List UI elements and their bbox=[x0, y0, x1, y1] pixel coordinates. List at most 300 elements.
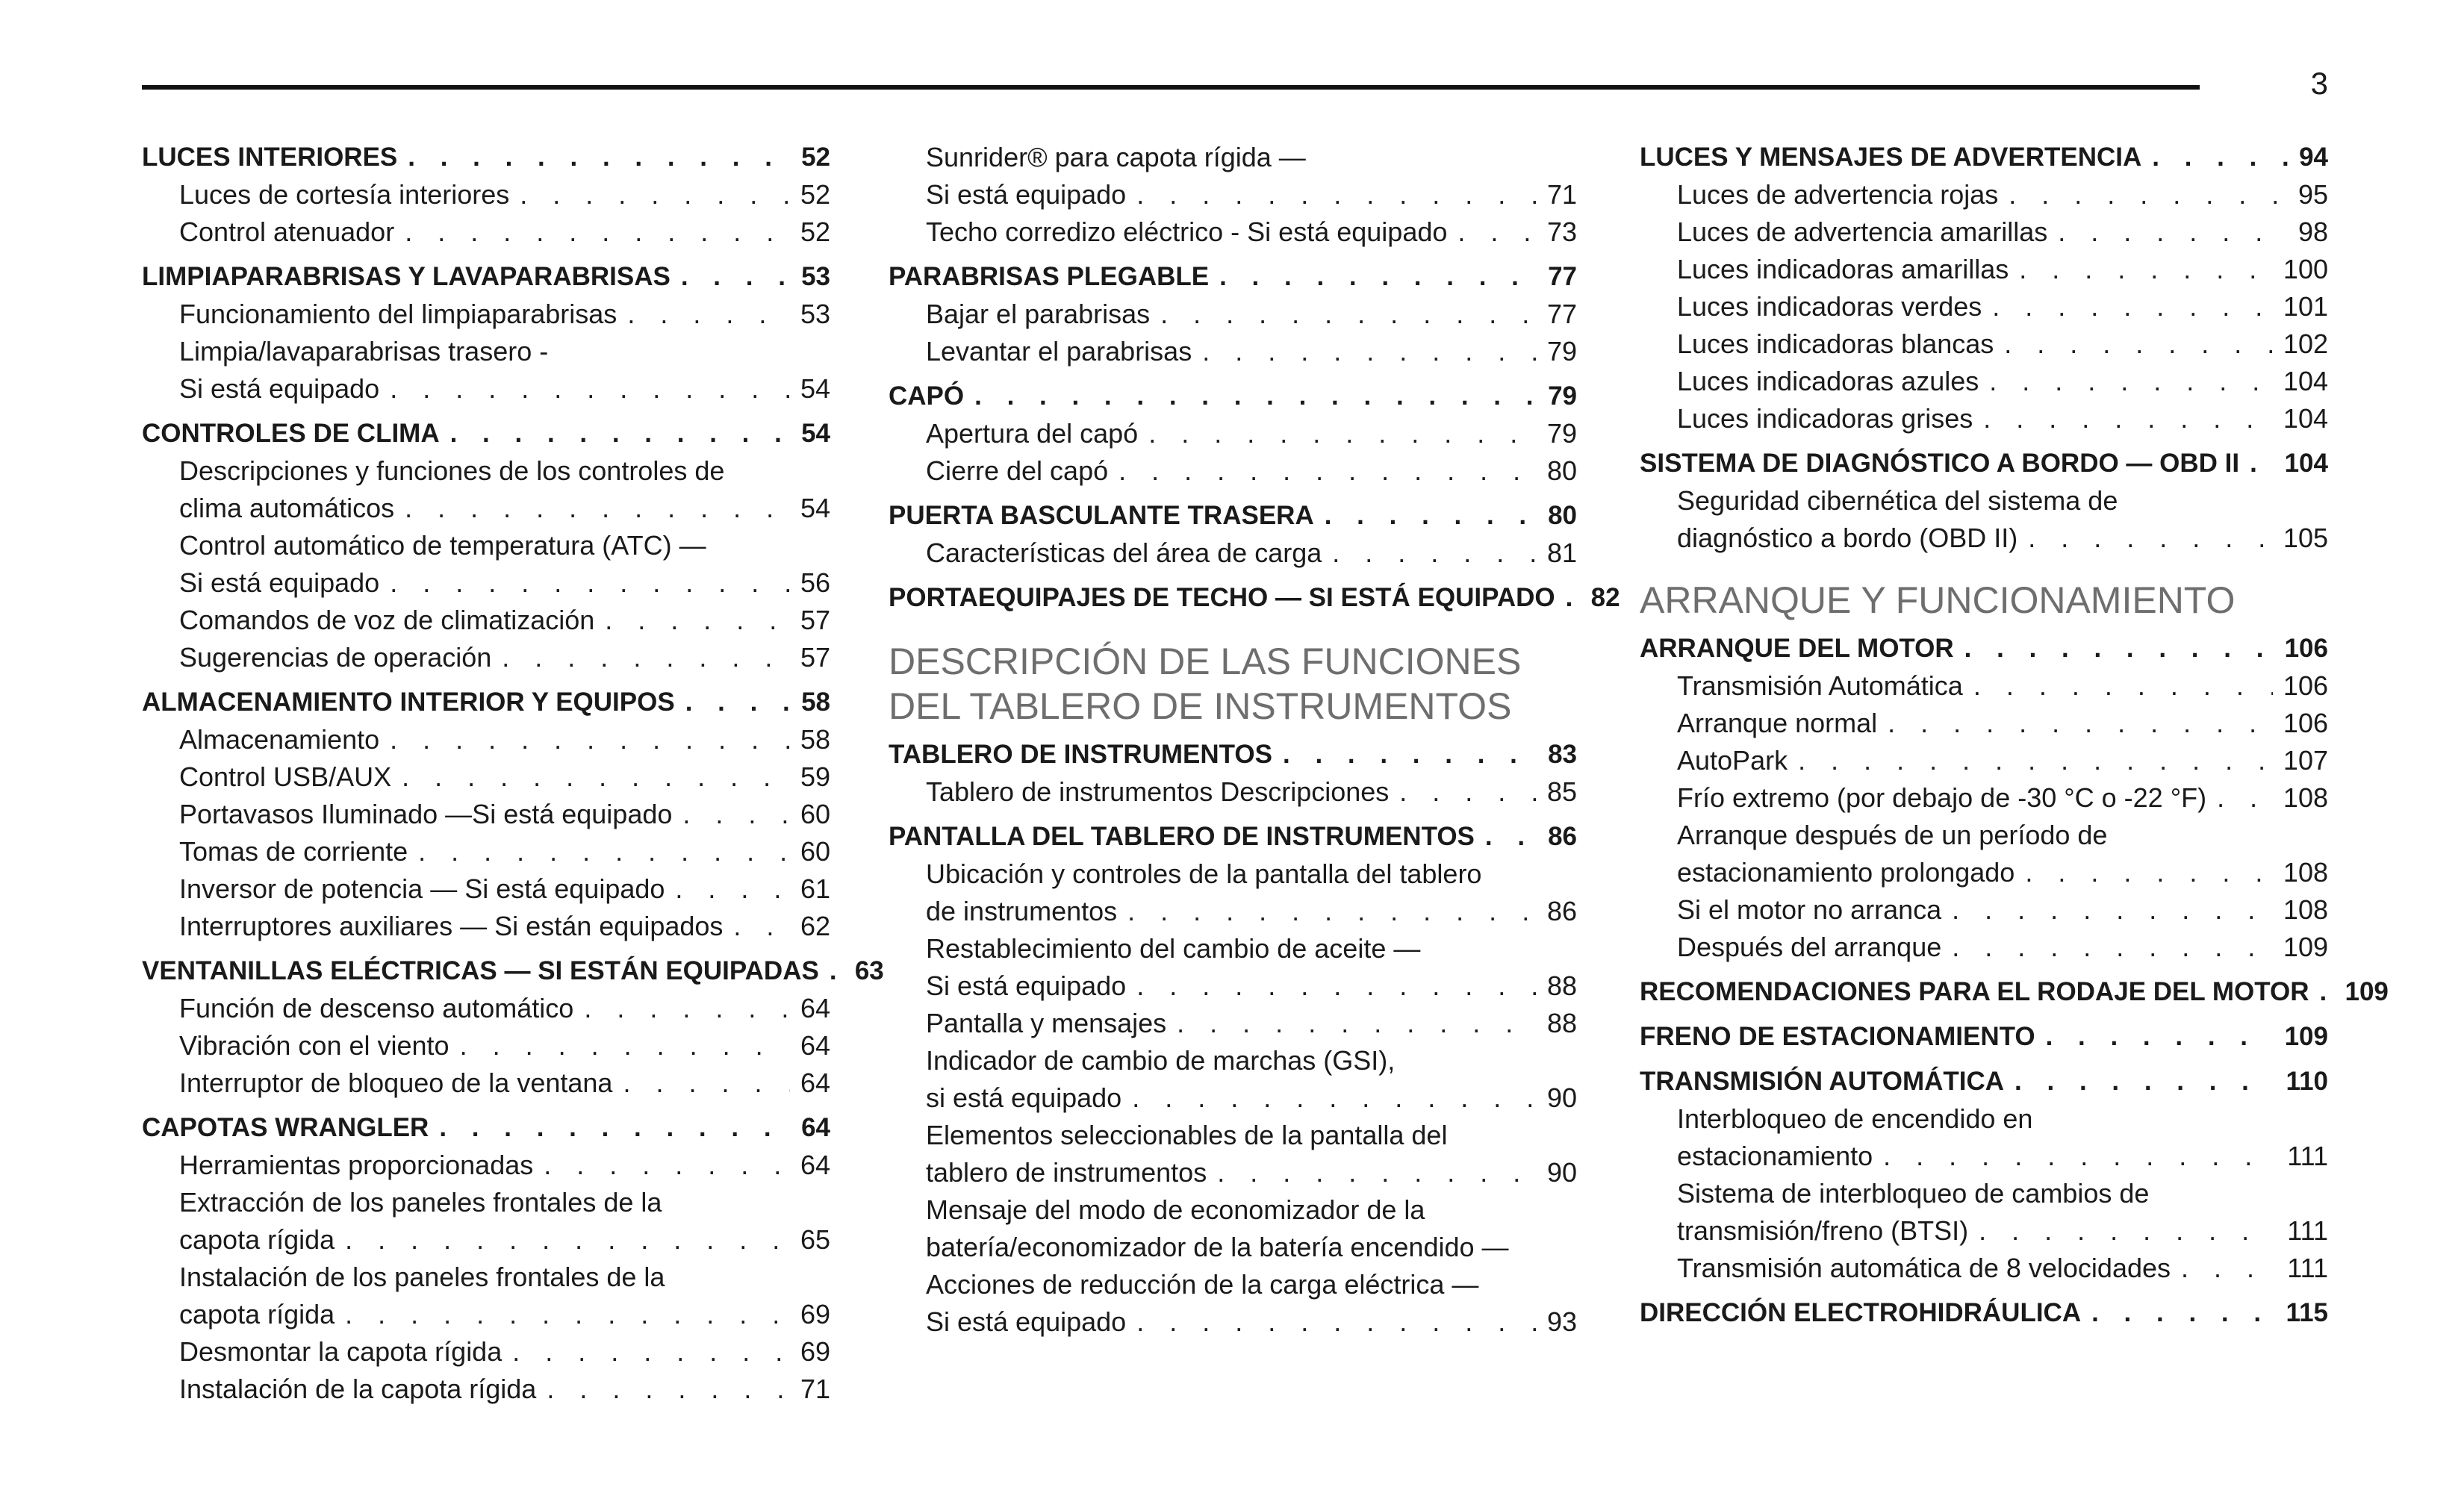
toc-heading-entry[interactable] bbox=[889, 378, 1577, 415]
toc-page-number: 52 bbox=[800, 216, 830, 247]
toc-entry-text-line: Sistema de interbloqueo de cambios de bbox=[1677, 1178, 2150, 1209]
toc-heading-entry[interactable] bbox=[142, 684, 830, 721]
toc-subentry[interactable] bbox=[889, 1117, 1577, 1191]
dot-leader bbox=[675, 870, 790, 908]
dot-leader bbox=[1964, 630, 2274, 667]
toc-entry-title: LUCES Y MENSAJES DE ADVERTENCIA bbox=[1640, 143, 2142, 172]
toc-subentry[interactable] bbox=[142, 833, 830, 870]
dot-leader bbox=[733, 908, 790, 945]
toc-subentry[interactable] bbox=[1640, 817, 2328, 891]
toc-entry-title: Tomas de corriente bbox=[179, 836, 408, 867]
toc-subentry[interactable] bbox=[142, 452, 830, 527]
toc-entry-text-line: Elementos seleccionables de la pantalla del bbox=[926, 1120, 1448, 1150]
toc-page-number: 90 bbox=[1546, 1157, 1577, 1188]
dot-leader bbox=[1160, 296, 1537, 333]
toc-entry-text-line: Arranque después de un período de bbox=[1677, 820, 2108, 850]
toc-entry-title: AutoPark bbox=[1677, 745, 1788, 776]
toc-subentry[interactable] bbox=[1640, 288, 2328, 325]
toc-entry-title: estacionamiento prolongado bbox=[1677, 857, 2015, 888]
toc-page-number: 77 bbox=[1548, 262, 1577, 291]
toc-entry-title: Almacenamiento bbox=[179, 724, 380, 755]
toc-entry-title: Luces indicadoras amarillas bbox=[1677, 254, 2009, 284]
toc-page-number: 109 bbox=[2345, 977, 2389, 1006]
toc-heading-entry[interactable] bbox=[889, 258, 1577, 296]
toc-entry-title: tablero de instrumentos bbox=[926, 1157, 1207, 1188]
dot-leader bbox=[1119, 452, 1537, 490]
toc-page-number: 60 bbox=[800, 799, 830, 829]
toc-heading-entry[interactable] bbox=[1640, 445, 2328, 482]
dot-leader bbox=[1566, 579, 1581, 617]
dot-leader bbox=[439, 1109, 791, 1147]
toc-entry-text-line: Acciones de reducción de la carga eléctrica — bbox=[926, 1269, 1479, 1300]
toc-entry-title: Interruptores auxiliares — Si están equipados bbox=[179, 911, 724, 941]
dot-leader bbox=[547, 1371, 790, 1408]
toc-page-number: 95 bbox=[2297, 179, 2328, 210]
toc-heading-entry[interactable] bbox=[1640, 630, 2328, 667]
toc-page-number: 77 bbox=[1546, 299, 1577, 329]
toc-page-number: 83 bbox=[1548, 740, 1577, 769]
dot-leader bbox=[405, 490, 790, 527]
toc-page-number: 81 bbox=[1546, 537, 1577, 568]
toc-page-number: 61 bbox=[800, 873, 830, 904]
toc-page-number: 69 bbox=[800, 1336, 830, 1367]
dot-leader bbox=[520, 176, 790, 213]
toc-entry-title: TRANSMISIÓN AUTOMÁTICA bbox=[1640, 1067, 2005, 1096]
toc-entry-text-line: Instalación de los paneles frontales de la bbox=[179, 1262, 665, 1292]
toc-page-number: 71 bbox=[800, 1374, 830, 1404]
dot-leader bbox=[623, 1065, 790, 1102]
toc-subentry[interactable] bbox=[889, 1042, 1577, 1117]
toc-entry-title: Comandos de voz de climatización bbox=[179, 605, 595, 635]
toc-column-1 bbox=[142, 139, 884, 1408]
toc-page-number: 80 bbox=[1546, 455, 1577, 486]
dot-leader bbox=[627, 296, 790, 333]
toc-entry-title: Levantar el parabrisas bbox=[926, 336, 1192, 367]
dot-leader bbox=[1952, 891, 2273, 929]
toc-heading-entry[interactable] bbox=[889, 497, 1577, 534]
dot-leader bbox=[2046, 1018, 2274, 1056]
toc-subentry[interactable] bbox=[889, 213, 1577, 251]
dot-leader bbox=[2319, 973, 2334, 1011]
toc-page-number: 79 bbox=[1548, 381, 1577, 411]
toc-entry-title: Apertura del capó bbox=[926, 418, 1139, 449]
dot-leader bbox=[1202, 333, 1537, 370]
toc-subentry[interactable] bbox=[889, 296, 1577, 333]
toc-page-number: 108 bbox=[2283, 857, 2328, 888]
toc-entry-title: estacionamiento bbox=[1677, 1141, 1873, 1171]
toc-page-number: 106 bbox=[2283, 708, 2328, 738]
toc-entry-title: Techo corredizo eléctrico - Si está equipado bbox=[926, 216, 1448, 247]
toc-page-number: 64 bbox=[800, 993, 830, 1023]
toc-heading-entry[interactable] bbox=[142, 139, 830, 176]
toc-subentry[interactable] bbox=[1640, 363, 2328, 400]
toc-entry-title: capota rígida bbox=[179, 1224, 335, 1255]
dot-leader bbox=[1136, 1303, 1537, 1341]
toc-entry-title: Bajar el parabrisas bbox=[926, 299, 1151, 329]
toc-subentry[interactable] bbox=[142, 1184, 830, 1259]
toc-page-number: 88 bbox=[1546, 1008, 1577, 1038]
toc-entry-text-line: Ubicación y controles de la pantalla del tablero bbox=[926, 858, 1482, 889]
toc-subentry[interactable] bbox=[142, 796, 830, 833]
toc-page-number: 106 bbox=[2283, 670, 2328, 701]
toc-subentry[interactable] bbox=[142, 213, 830, 251]
dot-leader bbox=[402, 758, 790, 796]
toc-page-number: 109 bbox=[2283, 932, 2328, 962]
toc-heading-entry[interactable] bbox=[142, 415, 830, 452]
toc-subentry[interactable] bbox=[1640, 742, 2328, 779]
toc-entry-title: FRENO DE ESTACIONAMIENTO bbox=[1640, 1022, 2035, 1051]
toc-subentry[interactable] bbox=[889, 534, 1577, 572]
toc-page-number: 63 bbox=[854, 956, 884, 985]
toc-subentry[interactable] bbox=[889, 1191, 1577, 1341]
toc-page-number: 94 bbox=[2299, 143, 2328, 172]
toc-heading-entry[interactable] bbox=[1640, 1018, 2328, 1056]
toc-subentry[interactable] bbox=[1640, 1250, 2328, 1287]
toc-entry-title: Luces indicadoras blancas bbox=[1677, 328, 1994, 359]
toc-page-number: 64 bbox=[800, 1067, 830, 1098]
toc-page-number: 69 bbox=[800, 1299, 830, 1330]
toc-subentry[interactable] bbox=[1640, 325, 2328, 363]
toc-subentry[interactable] bbox=[142, 908, 830, 945]
toc-entry-title: Luces indicadoras grises bbox=[1677, 403, 1973, 434]
toc-page-number: 104 bbox=[2283, 403, 2328, 434]
dot-leader bbox=[1325, 497, 1537, 534]
toc-page-number: 90 bbox=[1546, 1082, 1577, 1113]
toc-column-2 bbox=[889, 139, 1620, 1341]
section-heading-line: ARRANQUE Y FUNCIONAMIENTO bbox=[1640, 579, 2236, 621]
toc-entry-title: DIRECCIÓN ELECTROHIDRÁULICA bbox=[1640, 1298, 2082, 1327]
toc-entry-title: PANTALLA DEL TABLERO DE INSTRUMENTOS bbox=[889, 822, 1475, 851]
toc-heading-entry[interactable] bbox=[1640, 1063, 2328, 1100]
toc-entry-title: ARRANQUE DEL MOTOR bbox=[1640, 634, 1954, 663]
toc-entry-title: CAPOTAS WRANGLER bbox=[142, 1113, 429, 1142]
dot-leader bbox=[584, 990, 790, 1027]
toc-entry-title: Inversor de potencia — Si está equipado bbox=[179, 873, 665, 904]
toc-page-number: 93 bbox=[1546, 1306, 1577, 1337]
dot-leader bbox=[502, 639, 790, 676]
dot-leader bbox=[1883, 1138, 2277, 1175]
dot-leader bbox=[1992, 288, 2273, 325]
toc-page-number: 101 bbox=[2283, 291, 2328, 322]
toc-subentry[interactable] bbox=[142, 1259, 830, 1333]
toc-entry-title: de instrumentos bbox=[926, 896, 1118, 926]
toc-entry-title: LUCES INTERIORES bbox=[142, 143, 398, 172]
toc-page-number: 88 bbox=[1546, 970, 1577, 1001]
toc-subentry[interactable] bbox=[1640, 400, 2328, 437]
toc-page-number: 53 bbox=[800, 299, 830, 329]
toc-page-number: 58 bbox=[800, 724, 830, 755]
toc-subentry[interactable] bbox=[142, 176, 830, 213]
toc-entry-title: transmisión/freno (BTSI) bbox=[1677, 1215, 1969, 1246]
dot-leader bbox=[390, 564, 790, 602]
dot-leader bbox=[681, 258, 791, 296]
toc-subentry[interactable] bbox=[142, 721, 830, 758]
toc-entry-title: Luces de cortesía interiores bbox=[179, 179, 510, 210]
toc-entry-title: Después del arranque bbox=[1677, 932, 1942, 962]
dot-leader bbox=[1485, 818, 1537, 855]
toc-subentry[interactable] bbox=[889, 415, 1577, 452]
dot-leader bbox=[418, 833, 790, 870]
toc-page-number: 86 bbox=[1546, 896, 1577, 926]
dot-leader bbox=[1332, 534, 1537, 572]
toc-page-number: 64 bbox=[801, 1113, 830, 1142]
toc-page-number: 105 bbox=[2283, 523, 2328, 553]
section-heading-line: DEL TABLERO DE INSTRUMENTOS bbox=[889, 685, 1512, 727]
page-number: 3 bbox=[2310, 66, 2328, 101]
toc-heading-entry[interactable] bbox=[142, 1109, 830, 1147]
toc-page-number: 104 bbox=[2283, 366, 2328, 396]
dot-leader bbox=[2091, 1294, 2275, 1332]
dot-leader bbox=[1888, 705, 2273, 742]
dot-leader bbox=[1217, 1154, 1537, 1191]
toc-entry-title: Tablero de instrumentos Descripciones bbox=[926, 776, 1390, 807]
toc-subentry[interactable] bbox=[889, 1005, 1577, 1042]
toc-entry-title: Pantalla y mensajes bbox=[926, 1008, 1167, 1038]
toc-heading-entry[interactable] bbox=[1640, 139, 2328, 176]
toc-entry-title: Características del área de carga bbox=[926, 537, 1322, 568]
toc-subentry[interactable] bbox=[142, 870, 830, 908]
toc-page-number: 71 bbox=[1546, 179, 1577, 210]
toc-entry-title: Si está equipado bbox=[926, 970, 1127, 1001]
toc-page-number: 52 bbox=[800, 179, 830, 210]
toc-page-number: 111 bbox=[2287, 1215, 2328, 1246]
toc-page-number: 59 bbox=[800, 761, 830, 792]
toc-entry-title: SISTEMA DE DIAGNÓSTICO A BORDO — OBD II bbox=[1640, 449, 2240, 478]
dot-leader bbox=[1399, 773, 1537, 811]
toc-page-number: 65 bbox=[800, 1224, 830, 1255]
toc-entry-title: Cierre del capó bbox=[926, 455, 1109, 486]
toc-heading-entry[interactable] bbox=[1640, 973, 2389, 1011]
dot-leader bbox=[2019, 251, 2273, 288]
dot-leader bbox=[408, 139, 791, 176]
dot-leader bbox=[1136, 176, 1537, 213]
toc-page-number: 111 bbox=[2287, 1141, 2328, 1171]
toc-page-number: 56 bbox=[800, 567, 830, 598]
toc-subentry[interactable] bbox=[1640, 1175, 2328, 1250]
toc-subentry[interactable] bbox=[142, 1027, 830, 1065]
dot-leader bbox=[685, 684, 791, 721]
toc-entry-text-line: Restablecimiento del cambio de aceite — bbox=[926, 933, 1421, 964]
dot-leader bbox=[390, 370, 790, 408]
dot-leader bbox=[2250, 445, 2274, 482]
toc-page-number: 109 bbox=[2284, 1022, 2328, 1051]
toc-entry-title: Sugerencias de operación bbox=[179, 642, 492, 673]
toc-entry-title: Función de descenso automático bbox=[179, 993, 574, 1023]
toc-subentry[interactable] bbox=[142, 602, 830, 639]
dot-leader bbox=[345, 1221, 790, 1259]
toc-entry-title: Instalación de la capota rígida bbox=[179, 1374, 537, 1404]
dot-leader bbox=[390, 721, 790, 758]
toc-entry-title: si está equipado bbox=[926, 1082, 1122, 1113]
toc-page-number: 102 bbox=[2283, 328, 2328, 359]
toc-subentry[interactable] bbox=[1640, 176, 2328, 213]
toc-heading-entry[interactable] bbox=[142, 953, 884, 990]
toc-heading-entry[interactable] bbox=[889, 736, 1577, 773]
toc-entry-title: Arranque normal bbox=[1677, 708, 1878, 738]
toc-page-number: 107 bbox=[2283, 745, 2328, 776]
toc-entry-title: Transmisión Automática bbox=[1677, 670, 1963, 701]
toc-entry-title: diagnóstico a bordo (OBD II) bbox=[1677, 523, 2018, 553]
toc-entry-text-line: Control automático de temperatura (ATC) — bbox=[179, 530, 706, 561]
dot-leader bbox=[1219, 258, 1537, 296]
toc-subentry[interactable] bbox=[1640, 929, 2328, 966]
dot-leader bbox=[2028, 520, 2273, 557]
toc-entry-text-line: Extracción de los paneles frontales de la bbox=[179, 1187, 662, 1218]
toc-subentry[interactable] bbox=[1640, 213, 2328, 251]
toc-entry-title: Control USB/AUX bbox=[179, 761, 392, 792]
dot-leader bbox=[1973, 667, 2273, 705]
toc-subentry[interactable] bbox=[1640, 891, 2328, 929]
toc-entry-title: CAPÓ bbox=[889, 381, 965, 411]
dot-leader bbox=[605, 602, 790, 639]
toc-entry-title: Si está equipado bbox=[926, 1306, 1127, 1337]
toc-page-number: 73 bbox=[1546, 216, 1577, 247]
toc-entry-title: TABLERO DE INSTRUMENTOS bbox=[889, 740, 1272, 769]
toc-subentry[interactable] bbox=[889, 452, 1577, 490]
toc-entry-title: clima automáticos bbox=[179, 493, 395, 523]
dot-leader bbox=[1136, 967, 1537, 1005]
toc-page-number: 106 bbox=[2284, 634, 2328, 663]
dot-leader bbox=[1983, 400, 2273, 437]
toc-page-number: 104 bbox=[2284, 449, 2328, 478]
toc-subentry[interactable] bbox=[889, 333, 1577, 370]
toc-subentry[interactable] bbox=[142, 333, 830, 408]
toc-heading-entry[interactable] bbox=[889, 818, 1577, 855]
toc-entry-title: Luces indicadoras verdes bbox=[1677, 291, 1982, 322]
toc-subentry[interactable] bbox=[142, 527, 830, 602]
toc-entry-title: Funcionamiento del limpiaparabrisas bbox=[179, 299, 617, 329]
dot-leader bbox=[2152, 139, 2289, 176]
header-rule bbox=[142, 85, 2200, 90]
dot-leader bbox=[405, 213, 790, 251]
dot-leader bbox=[2009, 176, 2288, 213]
toc-entry-title: Si está equipado bbox=[179, 373, 380, 404]
toc-subentry[interactable] bbox=[142, 296, 830, 333]
toc-entry-title: Portavasos Iluminado —Si está equipado bbox=[179, 799, 673, 829]
toc-entry-title: CONTROLES DE CLIMA bbox=[142, 419, 440, 448]
toc-subentry[interactable] bbox=[142, 1333, 830, 1371]
toc-page-number: 60 bbox=[800, 836, 830, 867]
toc-subentry[interactable] bbox=[1640, 667, 2328, 705]
toc-page-number: 108 bbox=[2283, 894, 2328, 925]
dot-leader bbox=[1177, 1005, 1537, 1042]
toc-entry-text-line: Limpia/lavaparabrisas trasero - bbox=[179, 336, 549, 367]
toc-subentry[interactable] bbox=[889, 139, 1577, 213]
dot-leader bbox=[2058, 213, 2288, 251]
toc-subentry[interactable] bbox=[889, 855, 1577, 930]
toc-entry-title: Control atenuador bbox=[179, 216, 395, 247]
dot-leader bbox=[682, 796, 790, 833]
toc-entry-title: Interruptor de bloqueo de la ventana bbox=[179, 1067, 613, 1098]
toc-entry-text-line: Interbloqueo de encendido en bbox=[1677, 1103, 2033, 1134]
toc-page-number: 82 bbox=[1590, 583, 1620, 612]
toc-subentry[interactable] bbox=[889, 930, 1577, 1005]
toc-page-number: 115 bbox=[2286, 1298, 2328, 1327]
toc-subentry[interactable] bbox=[1640, 482, 2328, 557]
dot-leader bbox=[1979, 1212, 2277, 1250]
toc-entry-title: Vibración con el viento bbox=[179, 1030, 449, 1061]
toc-page-number: 80 bbox=[1548, 501, 1577, 530]
toc-heading-entry[interactable] bbox=[1640, 1294, 2328, 1332]
section-heading bbox=[1640, 578, 2328, 623]
dot-leader bbox=[2025, 854, 2273, 891]
toc-page-number: 62 bbox=[800, 911, 830, 941]
toc-entry-text-line: Mensaje del modo de economizador de la bbox=[926, 1194, 1425, 1225]
toc-subentry[interactable] bbox=[142, 990, 830, 1027]
toc-entry-title: Luces de advertencia amarillas bbox=[1677, 216, 2048, 247]
section-heading-line: DESCRIPCIÓN DE LAS FUNCIONES bbox=[889, 640, 1522, 682]
toc-subentry[interactable] bbox=[142, 1147, 830, 1184]
toc-page-number: 53 bbox=[801, 262, 830, 291]
toc-entry-title: PUERTA BASCULANTE TRASERA bbox=[889, 501, 1314, 530]
dot-leader bbox=[2015, 1063, 2275, 1100]
toc-entry-title: Herramientas proporcionadas bbox=[179, 1150, 534, 1180]
toc-subentry[interactable] bbox=[1640, 705, 2328, 742]
toc-entry-text-line: Descripciones y funciones de los controles de bbox=[179, 455, 725, 486]
toc-subentry[interactable] bbox=[1640, 1100, 2328, 1175]
toc-page-number: 57 bbox=[800, 642, 830, 673]
toc-page-number: 110 bbox=[2286, 1067, 2328, 1096]
toc-page-number: 64 bbox=[800, 1030, 830, 1061]
toc-entry-title: Si está equipado bbox=[179, 567, 380, 598]
dot-leader bbox=[2217, 779, 2273, 817]
toc-entry-title: RECOMENDACIONES PARA EL RODAJE DEL MOTOR bbox=[1640, 977, 2309, 1006]
toc-page-number: 54 bbox=[801, 419, 830, 448]
dot-leader bbox=[1952, 929, 2273, 966]
toc-entry-title: Si el motor no arranca bbox=[1677, 894, 1942, 925]
toc-entry-title: Luces de advertencia rojas bbox=[1677, 179, 1999, 210]
toc-subentry[interactable] bbox=[142, 1065, 830, 1102]
toc-page-number: 54 bbox=[800, 493, 830, 523]
toc-page-number: 52 bbox=[801, 143, 830, 172]
toc-page-number: 64 bbox=[800, 1150, 830, 1180]
toc-page-number: 85 bbox=[1546, 776, 1577, 807]
toc-page-number: 57 bbox=[800, 605, 830, 635]
toc-entry-title: Si está equipado bbox=[926, 179, 1127, 210]
dot-leader bbox=[1989, 363, 2273, 400]
toc-page-number: 98 bbox=[2297, 216, 2328, 247]
toc-entry-text-line: Sunrider® para capota rígida — bbox=[926, 142, 1306, 172]
dot-leader bbox=[2004, 325, 2273, 363]
toc-entry-title: ALMACENAMIENTO INTERIOR Y EQUIPOS bbox=[142, 688, 675, 717]
toc-page-number: 54 bbox=[800, 373, 830, 404]
toc-heading-entry[interactable] bbox=[889, 579, 1620, 617]
toc-page-number: 79 bbox=[1546, 418, 1577, 449]
toc-subentry[interactable] bbox=[142, 1371, 830, 1408]
toc-page-number: 108 bbox=[2283, 782, 2328, 813]
section-heading bbox=[889, 639, 1577, 729]
dot-leader bbox=[512, 1333, 790, 1371]
dot-leader bbox=[1283, 736, 1537, 773]
toc-page-number: 79 bbox=[1546, 336, 1577, 367]
toc-subentry[interactable] bbox=[1640, 251, 2328, 288]
toc-column-3 bbox=[1640, 139, 2389, 1332]
toc-entry-title: Frío extremo (por debajo de -30 °C o -22 °F) bbox=[1677, 782, 2207, 813]
toc-subentry[interactable] bbox=[142, 639, 830, 676]
dot-leader bbox=[830, 953, 844, 990]
dot-leader bbox=[2181, 1250, 2277, 1287]
toc-entry-title: VENTANILLAS ELÉCTRICAS — SI ESTÁN EQUIPADAS bbox=[142, 956, 819, 985]
toc-entry-text-line: Indicador de cambio de marchas (GSI), bbox=[926, 1045, 1396, 1076]
toc-heading-entry[interactable] bbox=[142, 258, 830, 296]
toc-page-number: 58 bbox=[801, 688, 830, 717]
dot-leader bbox=[1132, 1079, 1537, 1117]
toc-subentry[interactable] bbox=[142, 758, 830, 796]
dot-leader bbox=[544, 1147, 790, 1184]
toc-subentry[interactable] bbox=[889, 773, 1577, 811]
toc-entry-title: capota rígida bbox=[179, 1299, 335, 1330]
toc-subentry[interactable] bbox=[1640, 779, 2328, 817]
